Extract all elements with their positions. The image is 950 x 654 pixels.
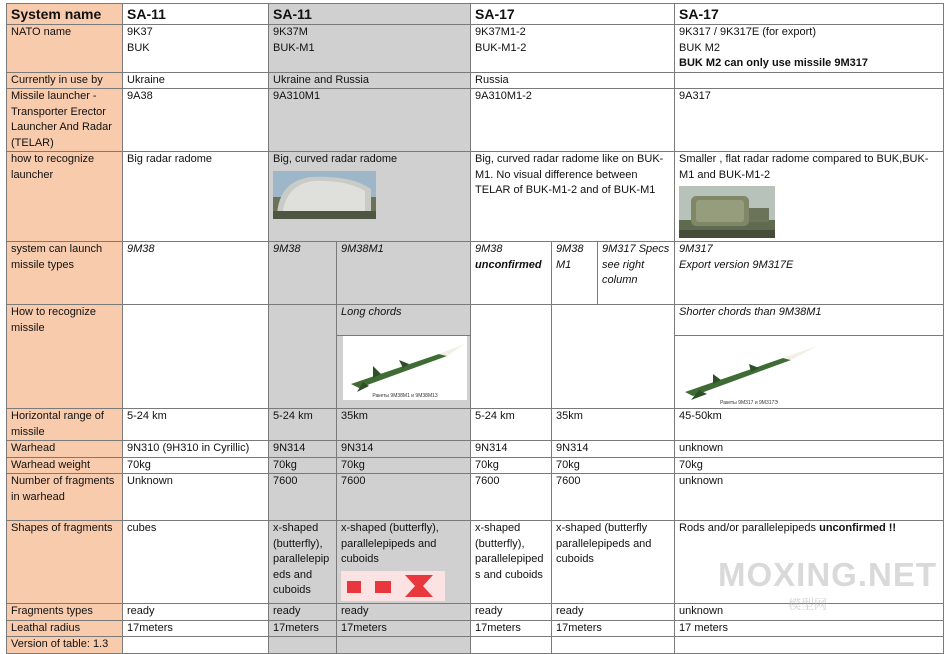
missile-caption-9m317: Ракеты 9М317 и 9М317Э	[720, 400, 778, 406]
cell-shapes-6: Rods and/or parallelepipeds unconfirmed !!	[675, 521, 944, 604]
cell-range-2: 35km	[337, 409, 471, 441]
cell-nato-sa17-m2: 9K317 / 9K317E (for export) BUK M2 BUK M2 can only use missile 9M317	[675, 25, 944, 73]
cell-missiles-sa17-m12-a: 9M38 unconfirmed	[471, 242, 552, 305]
cell-weight-6: 70kg	[675, 457, 944, 474]
cell-range-3: 5-24 km	[471, 409, 552, 441]
cell-version-6	[675, 637, 944, 654]
cell-reclaunch-sa11-buk: Big radar radome	[123, 152, 269, 242]
cell-recmissile-sa11-m1-b: Long chords	[337, 305, 471, 336]
row-label-warhead: Warhead	[7, 441, 123, 458]
cell-shapes-0: cubes	[123, 521, 269, 604]
row-label-fragments: Number of fragments in warhead	[7, 474, 123, 521]
cell-missiles-sa17-m2: 9M317 Export version 9M317E	[675, 242, 944, 305]
cell-weight-2: 70kg	[337, 457, 471, 474]
watermark: MOXING.NET	[718, 556, 938, 593]
cell-range-1: 5-24 km	[269, 409, 337, 441]
row-label-nato: NATO name	[7, 25, 123, 73]
cell-version-2	[337, 637, 471, 654]
cell-ftype-3: ready	[471, 604, 552, 621]
cell-ftype-1: ready	[269, 604, 337, 621]
cell-radius-3: 17meters	[471, 620, 552, 637]
cell-shapes-3: x-shaped (butterfly), parallelepipeds and cuboids	[471, 521, 552, 604]
cell-ftype-4: ready	[552, 604, 675, 621]
cell-radius-0: 17meters	[123, 620, 269, 637]
cell-missiles-sa17-m12-b: 9M38 M1	[552, 242, 598, 305]
cell-reclaunch-sa17-m12: Big, curved radar radome like on BUK-M1. No visual difference between TELAR of BUK-M1-2 and of BUK-M1	[471, 152, 675, 242]
cell-warhead-0: 9N310 (9H310 in Cyrillic)	[123, 441, 269, 458]
cell-shapes-2: x-shaped (butterfly), parallelepipeds and cuboids	[337, 521, 471, 604]
cell-warhead-4: 9N314	[552, 441, 675, 458]
header-system-name: System name	[7, 4, 123, 25]
cell-inuse-sa11-m1: Ukraine and Russia	[269, 72, 471, 89]
cell-missile-photo-9m38m1	[337, 336, 471, 409]
cell-radius-6: 17 meters	[675, 620, 944, 637]
row-label-shapes: Shapes of fragments	[7, 521, 123, 604]
fragments-photo	[341, 571, 445, 601]
row-label-launcher: Missile launcher - Transporter Erector Launcher And Radar (TELAR)	[7, 89, 123, 152]
cell-recmissile-sa17-m2: Shorter chords than 9M38M1	[675, 305, 944, 336]
cell-warhead-1: 9N314	[269, 441, 337, 458]
cell-shapes-4: x-shaped (butterfly parallelepipeds and cuboids	[552, 521, 675, 604]
cell-version-4	[552, 637, 675, 654]
cell-range-4: 35km	[552, 409, 675, 441]
cell-launcher-sa17-m2: 9A317	[675, 89, 944, 152]
cell-ftype-0: ready	[123, 604, 269, 621]
cell-range-0: 5-24 km	[123, 409, 269, 441]
cell-radius-2: 17meters	[337, 620, 471, 637]
cell-version-3	[471, 637, 552, 654]
cell-recmissile-sa11-m1-a	[269, 305, 337, 409]
cell-launcher-sa11-buk: 9A38	[123, 89, 269, 152]
cell-missiles-sa17-m12-c: 9M317 Specs see right column	[598, 242, 675, 305]
cell-weight-0: 70kg	[123, 457, 269, 474]
cell-frag-3: 7600	[471, 474, 552, 521]
cell-nato-sa11-m1: 9K37M BUK-M1	[269, 25, 471, 73]
header-sa17-buk-m12: SA-17	[471, 4, 675, 25]
cell-inuse-sa17-m12: Russia	[471, 72, 675, 89]
cell-weight-3: 70kg	[471, 457, 552, 474]
radome-photo-buk-m1	[273, 171, 376, 219]
header-sa17-buk-m2: SA-17	[675, 4, 944, 25]
cell-reclaunch-sa17-m2: Smaller , flat radar radome compared to BUK,BUK-M1 and BUK-M1-2	[675, 152, 944, 242]
radome-photo-buk-m2	[679, 186, 775, 238]
row-label-warhead-weight: Warhead weight	[7, 457, 123, 474]
cell-launcher-sa11-m1: 9A310M1	[269, 89, 471, 152]
cell-weight-1: 70kg	[269, 457, 337, 474]
cell-missile-photo-9m317	[675, 336, 944, 409]
cell-missiles-sa11-m1-b: 9M38M1	[337, 242, 471, 305]
cell-missiles-sa11-buk: 9M38	[123, 242, 269, 305]
cell-frag-1: 7600	[269, 474, 337, 521]
cell-range-6: 45-50km	[675, 409, 944, 441]
cell-recmissile-sa11-buk	[123, 305, 269, 409]
cell-nato-sa11-buk: 9K37 BUK	[123, 25, 269, 73]
cell-warhead-6: unknown	[675, 441, 944, 458]
cell-version-0	[123, 637, 269, 654]
cell-nato-sa17-m12: 9K37M1-2 BUK-M1-2	[471, 25, 675, 73]
cell-warhead-2: 9N314	[337, 441, 471, 458]
cell-frag-6: unknown	[675, 474, 944, 521]
cell-recmissile-sa17-m12-b	[552, 305, 675, 409]
row-label-in-use: Currently in use by	[7, 72, 123, 89]
cell-version-1	[269, 637, 337, 654]
version-label: Version of table: 1.3	[7, 637, 123, 654]
row-label-recognize-missile: How to recognize missile	[7, 305, 123, 409]
cell-frag-4: 7600	[552, 474, 675, 521]
cell-frag-0: Unknown	[123, 474, 269, 521]
cell-radius-4: 17meters	[552, 620, 675, 637]
missile-caption-9m38m1: Ракеты 9М38М1 и 9М38М13	[372, 393, 438, 399]
cell-frag-2: 7600	[337, 474, 471, 521]
cell-inuse-sa17-m2	[675, 72, 944, 89]
row-label-frag-types: Fragments types	[7, 604, 123, 621]
watermark-sub: 模型网	[788, 597, 828, 612]
header-sa11-buk: SA-11	[123, 4, 269, 25]
cell-ftype-6: unknown	[675, 604, 944, 621]
cell-shapes-1: x-shaped (butterfly), parallelepipeds and cuboids	[269, 521, 337, 604]
row-label-missile-types: system can launch missile types	[7, 242, 123, 305]
row-label-range: Horizontal range of missile	[7, 409, 123, 441]
row-label-radius: Leathal radius	[7, 620, 123, 637]
missile-photo-9m38m1	[343, 336, 467, 400]
row-label-recognize-launcher: how to recognize launcher	[7, 152, 123, 242]
cell-launcher-sa17-m12: 9A310M1-2	[471, 89, 675, 152]
cell-recmissile-sa17-m12-a	[471, 305, 552, 409]
cell-radius-1: 17meters	[269, 620, 337, 637]
missile-photo-9m317	[679, 336, 819, 406]
header-sa11-buk-m1: SA-11	[269, 4, 471, 25]
cell-warhead-3: 9N314	[471, 441, 552, 458]
cell-inuse-sa11-buk: Ukraine	[123, 72, 269, 89]
cell-reclaunch-sa11-m1: Big, curved radar radome	[269, 152, 471, 242]
cell-weight-4: 70kg	[552, 457, 675, 474]
cell-ftype-2: ready	[337, 604, 471, 621]
cell-missiles-sa11-m1-a: 9M38	[269, 242, 337, 305]
